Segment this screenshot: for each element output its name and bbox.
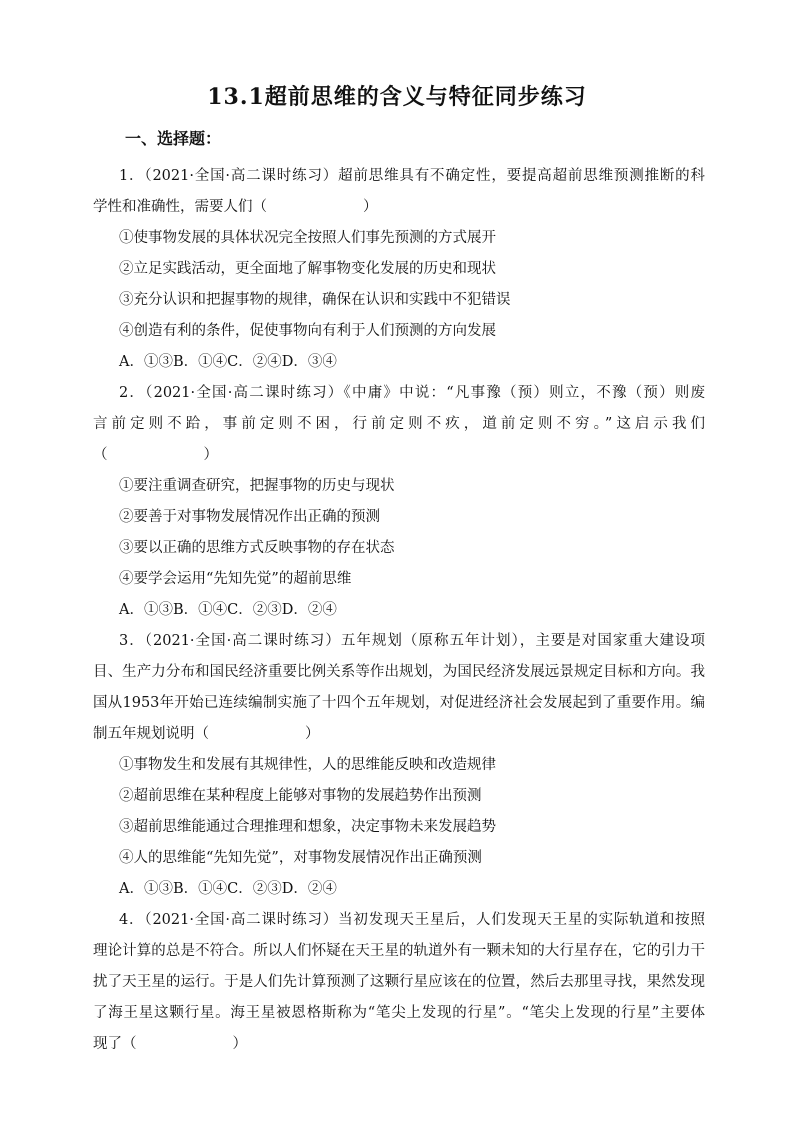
question-4 (93, 905, 705, 1060)
section-heading: 一、选择题： (125, 129, 222, 148)
question-4-stem-line-1: 4．（2021·全国·高二课时练习）当初发现天王星后，人们发现天王星的实际轨道和按照 (119, 912, 705, 928)
question-4-stem-line-3: 扰了天王星的运行。于是人们先计算预测了这颗行星应该在的位置，然后去那里寻找，果然发现 (93, 974, 705, 990)
question-1-option-2: ②立足实践活动，更全面地了解事物变化发展的历史和现状 (119, 261, 496, 277)
page-title: 13.1超前思维的含义与特征同步练习 (207, 84, 587, 110)
question-1-choices: A．①③B．①④C．②④D．③④ (119, 354, 337, 370)
question-2-stem-line-3: （ ） (93, 447, 218, 463)
question-1-stem-line-1: 1．（2021·全国·高二课时练习）超前思维具有不确定性，要提高超前思维预测推断的科 (119, 168, 705, 184)
question-2 (93, 378, 705, 626)
question-3-option-1: ①事物发生和发展有其规律性，人的思维能反映和改造规律 (119, 757, 496, 773)
question-1-option-4: ④创造有利的条件，促使事物向有利于人们预测的方向发展 (119, 323, 496, 339)
question-3-option-2: ②超前思维在某种程度上能够对事物的发展趋势作出预测 (119, 788, 482, 804)
question-3-option-3: ③超前思维能通过合理推理和想象，决定事物未来发展趋势 (119, 819, 496, 835)
question-3-choices: A．①③B．①④C．②③D．②④ (119, 881, 337, 897)
question-3-stem-line-4: 制五年规划说明（ ） (93, 726, 320, 742)
question-1-option-3: ③充分认识和把握事物的规律，确保在认识和实践中不犯错误 (119, 292, 511, 308)
question-2-option-1: ①要注重调查研究，把握事物的历史与现状 (119, 478, 395, 494)
question-2-choices: A．①③B．①④C．②③D．②④ (119, 602, 337, 618)
question-1 (93, 161, 705, 378)
question-2-stem-line-2: 言前定则不跲，事前定则不困，行前定则不疚，道前定则不穷。”这启示我们 (93, 416, 705, 432)
question-1-stem-line-2: 学性和准确性，需要人们（ ） (93, 199, 378, 215)
question-3-stem-line-1: 3．（2021·全国·高二课时练习）五年规划（原称五年计划），主要是对国家重大建设项 (119, 633, 705, 649)
question-2-stem-line-1: 2．（2021·全国·高二课时练习）《中庸》中说：“凡事豫（预）则立，不豫（预）则废 (119, 385, 705, 401)
question-4-stem-line-5: 现了（ ） (93, 1036, 247, 1052)
question-2-option-2: ②要善于对事物发展情况作出正确的预测 (119, 509, 380, 525)
question-2-option-3: ③要以正确的思维方式反映事物的存在状态 (119, 540, 395, 556)
question-4-stem-line-4: 了海王星这颗行星。海王星被恩格斯称为“笔尖上发现的行星”。“笔尖上发现的行星”主要体 (93, 1005, 705, 1021)
question-3-stem-line-3: 国从1953年开始已连续编制实施了十四个五年规划，对促进经济社会发展起到了重要作用。编 (93, 695, 705, 711)
question-3-stem-line-2: 目、生产力分布和国民经济重要比例关系等作出规划，为国民经济发展远景规定目标和方向。我 (93, 664, 705, 680)
question-3 (93, 626, 705, 905)
question-2-option-4: ④要学会运用“先知先觉”的超前思维 (119, 571, 352, 587)
question-4-stem-line-2: 理论计算的总是不符合。所以人们怀疑在天王星的轨道外有一颗未知的大行星存在，它的引力干 (93, 943, 705, 959)
question-3-option-4: ④人的思维能“先知先觉”，对事物发展情况作出正确预测 (119, 850, 482, 866)
question-1-option-1: ①使事物发展的具体状况完全按照人们事先预测的方式展开 (119, 230, 496, 246)
